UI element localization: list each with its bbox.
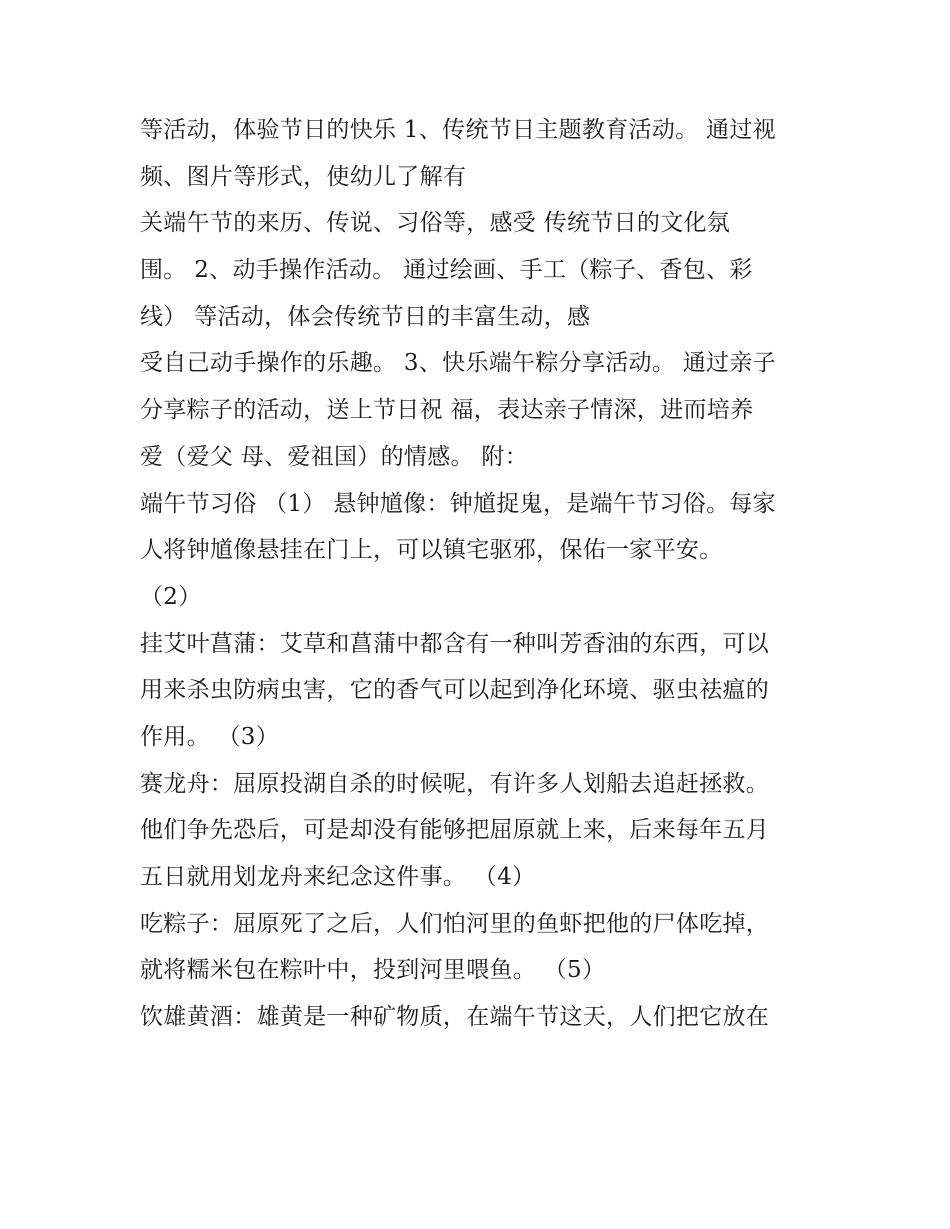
text-line: 他们争先恐后，可是却没有能够把屈原就上来，后来每年五月 xyxy=(140,817,770,844)
text-line: 作用。 （3） xyxy=(140,723,280,750)
text-line: 围。 2、动手操作活动。 通过绘画、手工（粽子、香包、彩 xyxy=(140,257,753,284)
text-line: 端午节习俗 （1） 悬钟馗像：钟馗捉鬼，是端午节习俗。每家 xyxy=(140,490,776,517)
text-line: 用来杀虫防病虫害，它的香气可以起到净化环境、驱虫祛瘟的 xyxy=(140,677,770,704)
text-line: 分享粽子的活动，送上节日祝 福，表达亲子情深，进而培养 xyxy=(140,397,754,424)
text-line: 频、图片等形式，使幼儿了解有 xyxy=(140,163,467,190)
text-line: 人将钟馗像悬挂在门上，可以镇宅驱邪，保佑一家平安。 xyxy=(140,537,723,564)
text-line: 五日就用划龙舟来纪念这件事。 （4） xyxy=(140,864,536,890)
body-text xyxy=(140,107,820,1041)
text-line: 吃粽子：屈原死了之后，人们怕河里的鱼虾把他的尸体吃掉， xyxy=(140,910,770,937)
text-line: 赛龙舟：屈原投湖自杀的时候呢，有许多人划船去追赶拯救。 xyxy=(140,770,770,797)
text-line: 就将糯米包在粽叶中，投到河里喂鱼。 （5） xyxy=(140,957,606,984)
text-line: 线） 等活动，体会传统节日的丰富生动，感 xyxy=(140,303,591,330)
text-line: 挂艾叶菖蒲：艾草和菖蒲中都含有一种叫芳香油的东西，可以 xyxy=(140,630,770,657)
text-line: 饮雄黄酒：雄黄是一种矿物质，在端午节这天，人们把它放在 xyxy=(140,1004,770,1031)
text-line: 受自己动手操作的乐趣。 3、快乐端午粽分享活动。 通过亲子 xyxy=(140,350,776,377)
text-line: 等活动，体验节日的快乐 1、传统节日主题教育活动。 通过视 xyxy=(140,117,776,143)
text-line: （2） xyxy=(140,583,202,610)
text-line: 爱（爱父 母、爱祖国）的情感。 附： xyxy=(140,443,529,470)
text-line: 关端午节的来历、传说、习俗等，感受 传统节日的文化氛 xyxy=(140,210,731,237)
